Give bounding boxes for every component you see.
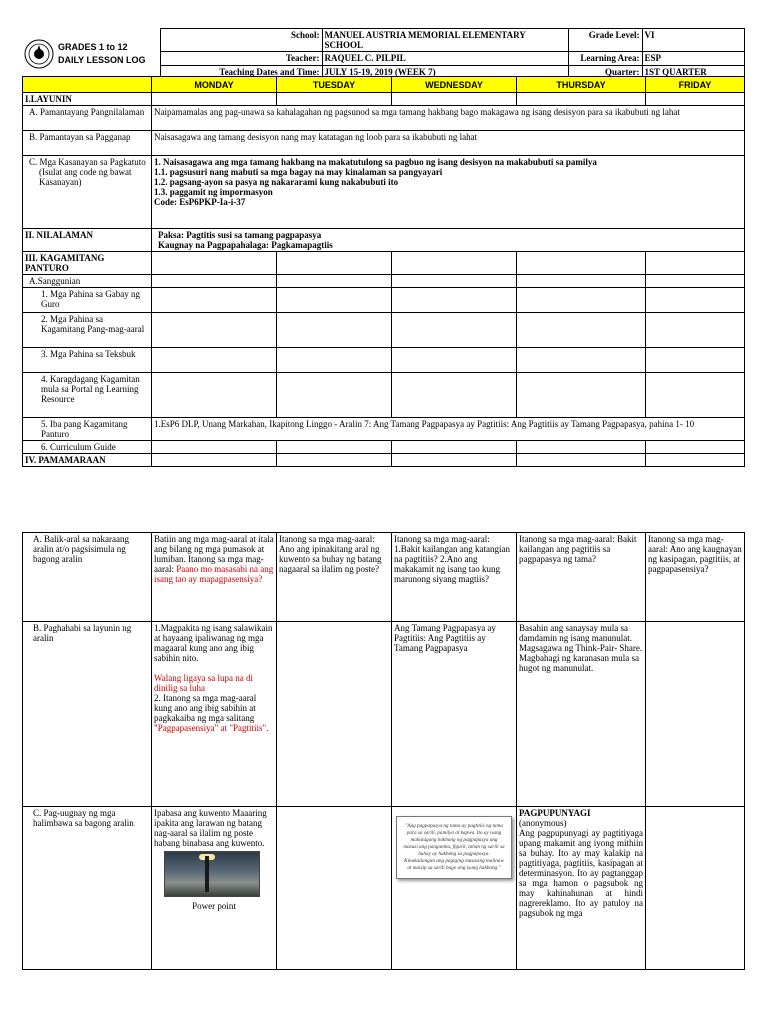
dll-main-table — [22, 76, 745, 467]
balik-aral-friday: Itanong sa mga mag-aaral: Ano ang kaugnayan ng kasipagan, pagtitiis, at pagpapasensiya? — [646, 533, 745, 622]
kasanayan-label: C. Mga Kasanayan sa Pagkatuto — [29, 157, 146, 167]
paghahabi-monday — [152, 622, 277, 807]
paghahabi-friday — [646, 622, 745, 807]
area-value: ESP — [642, 52, 744, 66]
paghahabi-wednesday: Ang Tamang Pagpapasya ay Pagtitiis: Ang Pagtitiis ay Tamang Pagpapasya — [392, 622, 517, 807]
pagpupunyagi-text: Ang pagpupunyagi ay pagtitiyaga upang makamit ang iyong mithiin sa buhay. Ito ay may kalakip na pagtitiyaga, pagtitiis, kasipagan at determinasyon. Ito ay pagtanggap sa mga hamon o pagsubok ng may kahinahunan at hindi nagrereklamo. Ito ay patuloy na pagsubok ng mga — [519, 828, 643, 918]
logo-title-grades: GRADES 1 to 12 — [58, 42, 128, 52]
pagpupunyagi-author: (anonymous) — [519, 818, 567, 828]
logo-title-dll: DAILY LESSON LOG — [58, 55, 146, 65]
day-monday: MONDAY — [152, 77, 277, 93]
day-wednesday: WEDNESDAY — [392, 77, 517, 93]
dates-value: JULY 15-19, 2019 (WEEK 7) — [322, 66, 568, 80]
pamamaraan-table — [22, 532, 745, 970]
gabay-guro-label: 1. Mga Pahina sa Gabay ng Guro — [23, 288, 152, 313]
pag-uugnay-monday — [152, 807, 277, 970]
paghahabi-monday-step2: 2. Itanong sa mga mag-aaral kung ano ang ibig sabihin at pagkakaiba ng mga salitang " — [154, 693, 257, 733]
power-point-caption: Power point — [192, 901, 236, 911]
pag-uugnay-wednesday — [392, 807, 517, 970]
sanggunian-label: A.Sanggunian — [23, 275, 152, 288]
iba-pang-label: 5. Iba pang Kagamitang Panturo — [23, 418, 152, 441]
paghahabi-monday-step1: 1.Magpakita ng isang salawikain at hayaang ipaliwanag ng mga magaaral kung ano ang ibig sabihin nito. — [154, 623, 273, 663]
grade-value: VI — [642, 29, 744, 52]
paghahabi-label: B. Paghahabi sa layunin ng aralin — [23, 622, 152, 807]
curriculum-guide-label: 6. Curriculum Guide — [23, 441, 152, 454]
pagpapasensiya-pagtitiis-text: Pagpapasensiya" at "Pagtitiis". — [157, 723, 269, 733]
paghahabi-tuesday — [277, 622, 392, 807]
dates-label: Teaching Dates and Time: — [160, 66, 322, 80]
pamantayang-text: Naipamamalas ang pag-unawa sa kahalagahan ng pagsunod sa mga tamang hakbang bago makagawa ng isang desisyon para sa ikabubuti ng lahat — [152, 106, 745, 131]
kasanayan-sub: (Isulat ang code ng bawat Kasanayan) — [39, 167, 132, 187]
kasanayan-code: Code: EsP6PKP-Ia-i-37 — [154, 197, 246, 207]
layunin-title: I.LAYUNIN — [23, 93, 152, 106]
balik-aral-monday-text: Batiin ang mga mag-aaral at itala ang bilang ng mga pumasok at lumiban. Itanong sa mga mag-aaral: — [154, 534, 274, 574]
kasanayan-line: 1.1. pagsusuri nang mabuti sa mga bagay na may kinalaman sa pangyayari — [154, 167, 443, 177]
pag-uugnay-friday — [646, 807, 745, 970]
paghahabi-thursday: Basahin ang sanaysay mula sa damdamin ng isang manunulat. Magsagawa ng Think-Pair- Share. Magbahagi ng karanasan mula sa hugot ng manunulat. — [517, 622, 646, 807]
paksa-line: Paksa: Pagtitis susi sa tamang pagpapasya — [158, 230, 322, 240]
pagpapahalaga-line: Kaugnay na Pagpapahalaga: Pagkamapagtiis — [158, 240, 333, 250]
teksbuk-label: 3. Mga Pahina sa Teksbuk — [23, 348, 152, 373]
balik-aral-thursday: Itanong sa mga mag-aaral: Bakit kailangan ang pagtitiis sa pagpapasya ng tama? — [517, 533, 646, 622]
school-value: MANUEL AUSTRIA MEMORIAL ELEMENTARY SCHOOL — [322, 29, 568, 52]
kagamitan-title: III. KAGAMITANG PANTURO — [23, 252, 152, 275]
day-thursday: THURSDAY — [517, 77, 646, 93]
pag-uugnay-monday-text: Ipabasa ang kuwento Maaaring ipakita ang larawan ng batang nag-aaral sa ilalim ng poste habang binabasa ang kuwento. — [154, 808, 267, 848]
teacher-value: RAQUEL C. PILPIL — [322, 52, 568, 66]
pagpupunyagi-title: PAGPUPUNYAGI — [519, 808, 591, 818]
kagamitang-mag-aaral-label: 2. Mga Pahina sa Kagamitang Pang-mag-aaral — [23, 313, 152, 348]
teacher-label: Teacher: — [160, 52, 322, 66]
pag-uugnay-label: C. Pag-uugnay ng mga halimbawa sa bagong aralin — [23, 807, 152, 970]
school-label: School: — [160, 29, 322, 52]
quarter-value: 1ST QUARTER — [642, 66, 744, 80]
quote-image: "Ang pagpapasya ng tama ay pagtitiis ng tama para sa sarili, pamilya at kapwa. Ito ay isang mahalagang hakbang ng pagpapasya ang masusi ang pangamba, figurit, tahan ng sarili sa buhay ay hakbang sa pagpapasya. Kinakailangan ang pagiging masusing malinaw at maisip sa sarili bago ang isang hakbang." — [396, 816, 512, 879]
day-header-empty — [23, 77, 152, 93]
nilalaman-text — [152, 229, 745, 252]
header-table — [22, 28, 745, 80]
kasanayan-line: 1. Naisasagawa ang mga tamang hakbang na makatutulong sa pagbuo ng isang desisyon na makabubuti sa pamilya — [154, 157, 597, 167]
iba-pang-text: 1.EsP6 DLP, Unang Markahan, Ikapitong Linggo - Aralin 7: Ang Tamang Pagpapasya ay Pagtitiis: Ang Pagtitiis ay Tamang Pagpapasya, pahina 1- 10 — [152, 418, 745, 441]
balik-aral-monday-question: Paano mo masasabi na ang isang tao ay mapagpasensiya? — [154, 564, 274, 584]
area-label: Learning Area: — [568, 52, 642, 66]
pag-uugnay-tuesday — [277, 807, 392, 970]
pamamaraan-title: IV. PAMAMARAAN — [23, 454, 152, 467]
quarter-label: Quarter: — [568, 66, 642, 80]
balik-aral-wednesday: Itanong sa mga mag-aaral: 1.Bakit kailangan ang katangian na pagtitiis? 2.Ano ang makakamit ng isang tao kung marunong siyang magtiis? — [392, 533, 517, 622]
kasanayan-line: 1.3. paggamit ng impormasyon — [154, 187, 273, 197]
pag-uugnay-thursday — [517, 807, 646, 970]
deped-seal-icon — [24, 39, 54, 69]
lamp-pole — [205, 856, 209, 892]
salawikain-text: Walang ligaya sa lupa na di dinilig sa luha — [154, 673, 253, 693]
day-friday: FRIDAY — [646, 77, 745, 93]
day-tuesday: TUESDAY — [277, 77, 392, 93]
balik-aral-monday — [152, 533, 277, 622]
nilalaman-title: II. NILALAMAN — [23, 229, 152, 252]
kasanayan-cell — [23, 156, 152, 229]
kasanayan-text — [152, 156, 745, 229]
pagganap-label: B. Pamantayan sa Pagganap — [23, 131, 152, 156]
balik-aral-tuesday: Itanong sa mga mag-aaral: Ano ang ipinakitang aral ng kuwento sa buhay ng batang nagaaral sa ilalim ng poste? — [277, 533, 392, 622]
day-header-row — [23, 77, 745, 93]
logo-block — [22, 29, 160, 80]
kasanayan-line: 1.2. pagsang-ayon sa pasya ng nakararami kung nakabubuti ito — [154, 177, 399, 187]
portal-label: 4. Karagdagang Kagamitan mula sa Portal ng Learning Resource — [23, 373, 152, 418]
balik-aral-label: A. Balik-aral sa nakaraang aralin at/o pagsisimula ng bagong aralin — [23, 533, 152, 622]
grade-label: Grade Level: — [568, 29, 642, 52]
pamantayang-label: A. Pamantayang Pangnilalaman — [23, 106, 152, 131]
student-under-lamp-post-image — [164, 851, 260, 897]
pagganap-text: Naisasagawa ang tamang desisyon nang may katatagan ng loob para sa ikabubuti ng lahat — [152, 131, 745, 156]
